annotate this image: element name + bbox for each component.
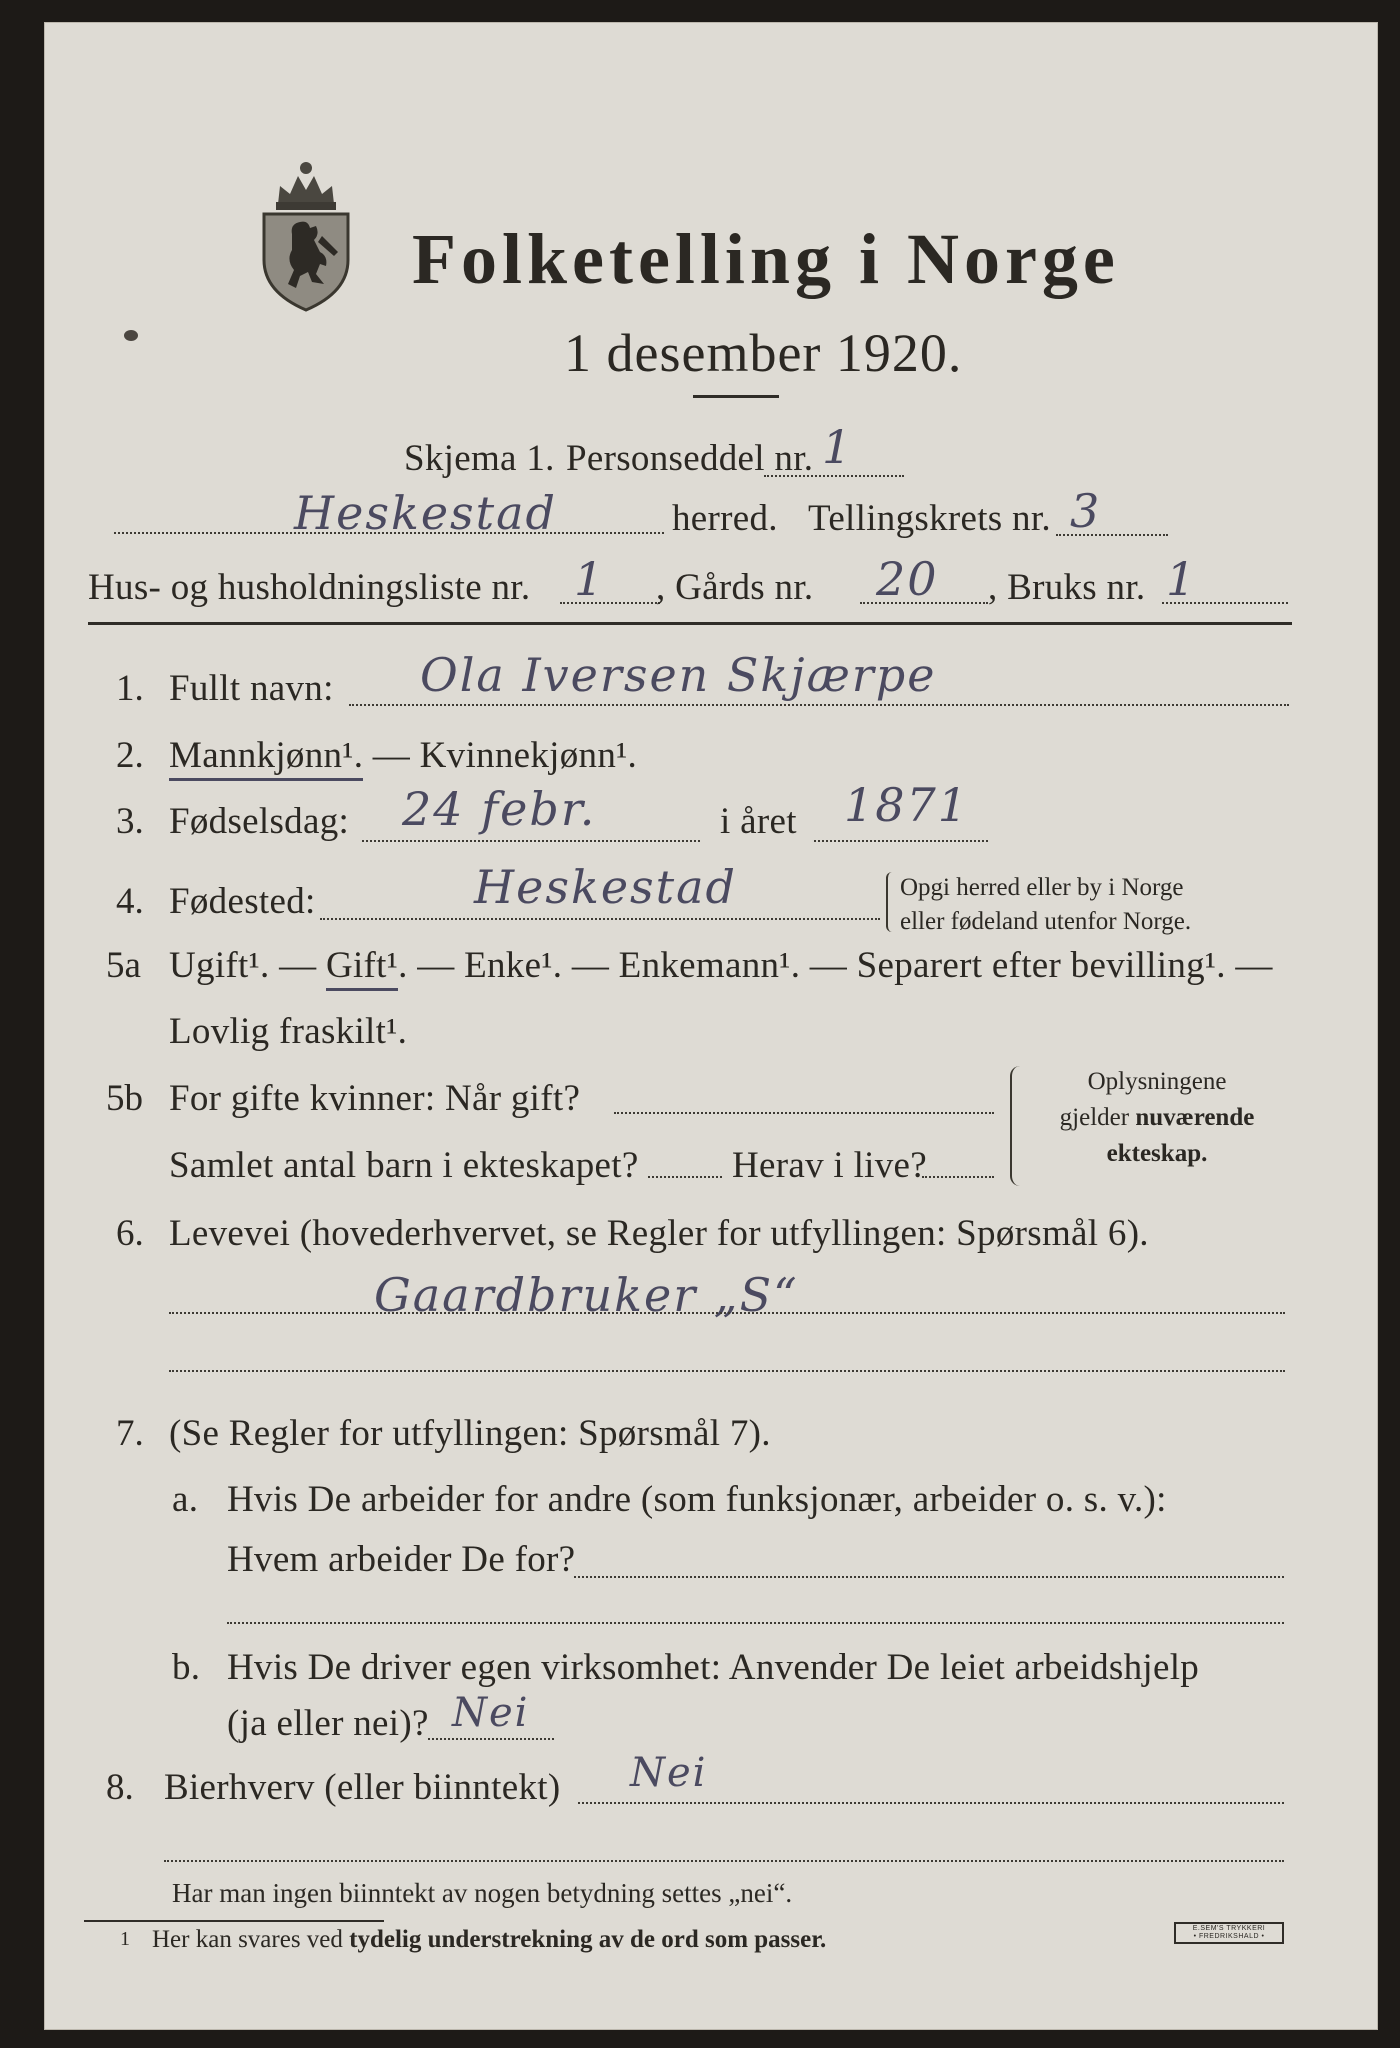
q8-value: Nei [630, 1750, 708, 1796]
husliste-label: Hus- og husholdningsliste nr. [88, 567, 531, 608]
q2-number: 2. [116, 735, 144, 776]
q2-female-option: Kvinnekjønn¹. [419, 735, 638, 776]
tellingskrets-label: Tellingskrets nr. [808, 498, 1051, 539]
q6-label: Levevei (hovederhvervet, se Regler for utfyllingen: Spørsmål 6). [169, 1213, 1149, 1254]
q5b-note-current: nuværende [1135, 1104, 1255, 1131]
q1-label: Fullt navn: [169, 668, 334, 709]
footnote-text [152, 1926, 826, 1954]
q4-note-line1: Opgi herred eller by i Norge [900, 874, 1184, 901]
q6-field-line-2 [169, 1370, 1285, 1372]
personseddel-field-line [764, 475, 904, 477]
q3-birthday-value: 24 febr. [402, 782, 597, 836]
q5b-living-field-line [922, 1176, 994, 1178]
q2-male-option: Mannkjønn¹. [169, 735, 363, 781]
q5b-children-label: Samlet antal barn i ekteskapet? [169, 1145, 639, 1186]
q7a-letter: a. [172, 1479, 199, 1520]
q8-label: Bierhverv (eller biinntekt) [164, 1767, 561, 1808]
q5b-note-bracket [1010, 1066, 1022, 1186]
husliste-value: 1 [574, 552, 606, 606]
header-separator [88, 622, 1292, 625]
q3-year-field-line [814, 840, 988, 842]
q5b-note-line2 [1032, 1104, 1282, 1132]
q6-field-line-1 [169, 1312, 1285, 1314]
census-date: 1 desember 1920. [564, 323, 963, 383]
footnote-text-plain: Her kan svares ved [152, 1926, 350, 1953]
census-form-sheet [44, 22, 1378, 2030]
q4-label: Fødested: [169, 881, 316, 922]
q5b-when-married-label: For gifte kvinner: Når gift? [169, 1078, 581, 1119]
q5a-married-option: Gift¹ [326, 945, 398, 991]
q5b-living-label: Herav i live? [732, 1145, 927, 1186]
q5a-separator: — [269, 945, 326, 986]
personseddel-label: Personseddel nr. [566, 438, 814, 479]
bruks-value: 1 [1166, 552, 1198, 606]
q5b-note-gjelder: gjelder [1059, 1104, 1136, 1131]
tellingskrets-value: 3 [1070, 484, 1102, 538]
q5b-when-married-field-line [614, 1112, 994, 1114]
q1-number: 1. [116, 668, 144, 709]
herred-label: herred. [672, 498, 778, 539]
q3-year-value: 1871 [844, 778, 970, 832]
q7b-letter: b. [172, 1647, 201, 1688]
q7b-question: (ja eller nei)? [227, 1703, 429, 1744]
q7a-text: Hvis De arbeider for andre (som funksjonær, arbeider o. s. v.): [227, 1479, 1167, 1520]
q4-note-line2: eller fødeland utenfor Norge. [900, 908, 1192, 935]
bruks-label: , Bruks nr. [988, 567, 1146, 608]
schema-label: Skjema 1. [404, 438, 555, 479]
q7-label: (Se Regler for utfyllingen: Spørsmål 7). [169, 1413, 771, 1454]
printer-stamp [1174, 1922, 1284, 1944]
q4-number: 4. [116, 881, 144, 922]
printer-stamp-line1: E.SEM'S TRYKKERI [1192, 1925, 1266, 1932]
footnote-mark: 1 [120, 1928, 130, 1950]
gards-label: , Gårds nr. [656, 567, 814, 608]
gards-value: 20 [876, 552, 939, 606]
q4-field-line [320, 918, 880, 920]
q1-full-name-value: Ola Iversen Skjærpe [420, 648, 937, 702]
q4-birthplace-value: Heskestad [474, 860, 738, 914]
q5b-note-line3: ekteskap. [1106, 1140, 1208, 1167]
q4-note-bracket [886, 872, 894, 932]
q8-field-line-2 [164, 1860, 1284, 1862]
personseddel-value: 1 [822, 420, 854, 474]
form-title: Folketelling i Norge [412, 219, 1120, 299]
q7b-field-line [428, 1738, 554, 1740]
q3-label: Fødselsdag: [169, 801, 350, 842]
no-income-note: Har man ingen biinntekt av nogen betydning settes „nei“. [172, 1878, 793, 1908]
q8-field-line-1 [578, 1802, 1284, 1804]
q5b-note-line1: Oplysningene [1087, 1068, 1227, 1095]
q5a-divorced-option: Lovlig fraskilt¹. [169, 1011, 408, 1052]
q7b-text: Hvis De driver egen virksomhet: Anvender De leiet arbeidshjelp [227, 1647, 1200, 1688]
q5a-number: 5a [106, 945, 141, 986]
norwegian-lion-coat-of-arms-icon [250, 156, 362, 312]
q5a-other-options: . — Enke¹. — Enkemann¹. — Separert efter bevilling¹. — [398, 945, 1273, 986]
q3-number: 3. [116, 801, 144, 842]
herred-value: Heskestad [294, 486, 558, 540]
q7a-field-line-2 [227, 1622, 1284, 1624]
q2-sex-options [169, 734, 637, 777]
q6-occupation-value: Gaardbruker „S“ [374, 1268, 799, 1322]
q7a-question: Hvem arbeider De for? [227, 1539, 576, 1580]
q5b-children-field-line [648, 1176, 722, 1178]
ink-spot [124, 330, 138, 341]
q6-number: 6. [116, 1213, 144, 1254]
q5a-marital-options [169, 944, 1273, 987]
title-divider [693, 395, 779, 398]
q3-year-label: i året [720, 801, 797, 842]
q7b-value: Nei [452, 1690, 530, 1736]
printer-stamp-line2: • FREDRIKSHALD • [1193, 1933, 1265, 1940]
footnote-text-bold: tydelig understrekning av de ord som passer. [349, 1926, 827, 1953]
q5b-number: 5b [106, 1078, 143, 1119]
q1-field-line [349, 704, 1289, 706]
q5a-unmarried-option: Ugift¹. [169, 945, 270, 986]
q8-number: 8. [106, 1767, 134, 1808]
footnote-separator [84, 1920, 384, 1922]
q3-field-line [362, 840, 700, 842]
q7a-field-line-1 [574, 1576, 1284, 1578]
q2-separator: — [363, 735, 420, 776]
q7-number: 7. [116, 1413, 144, 1454]
